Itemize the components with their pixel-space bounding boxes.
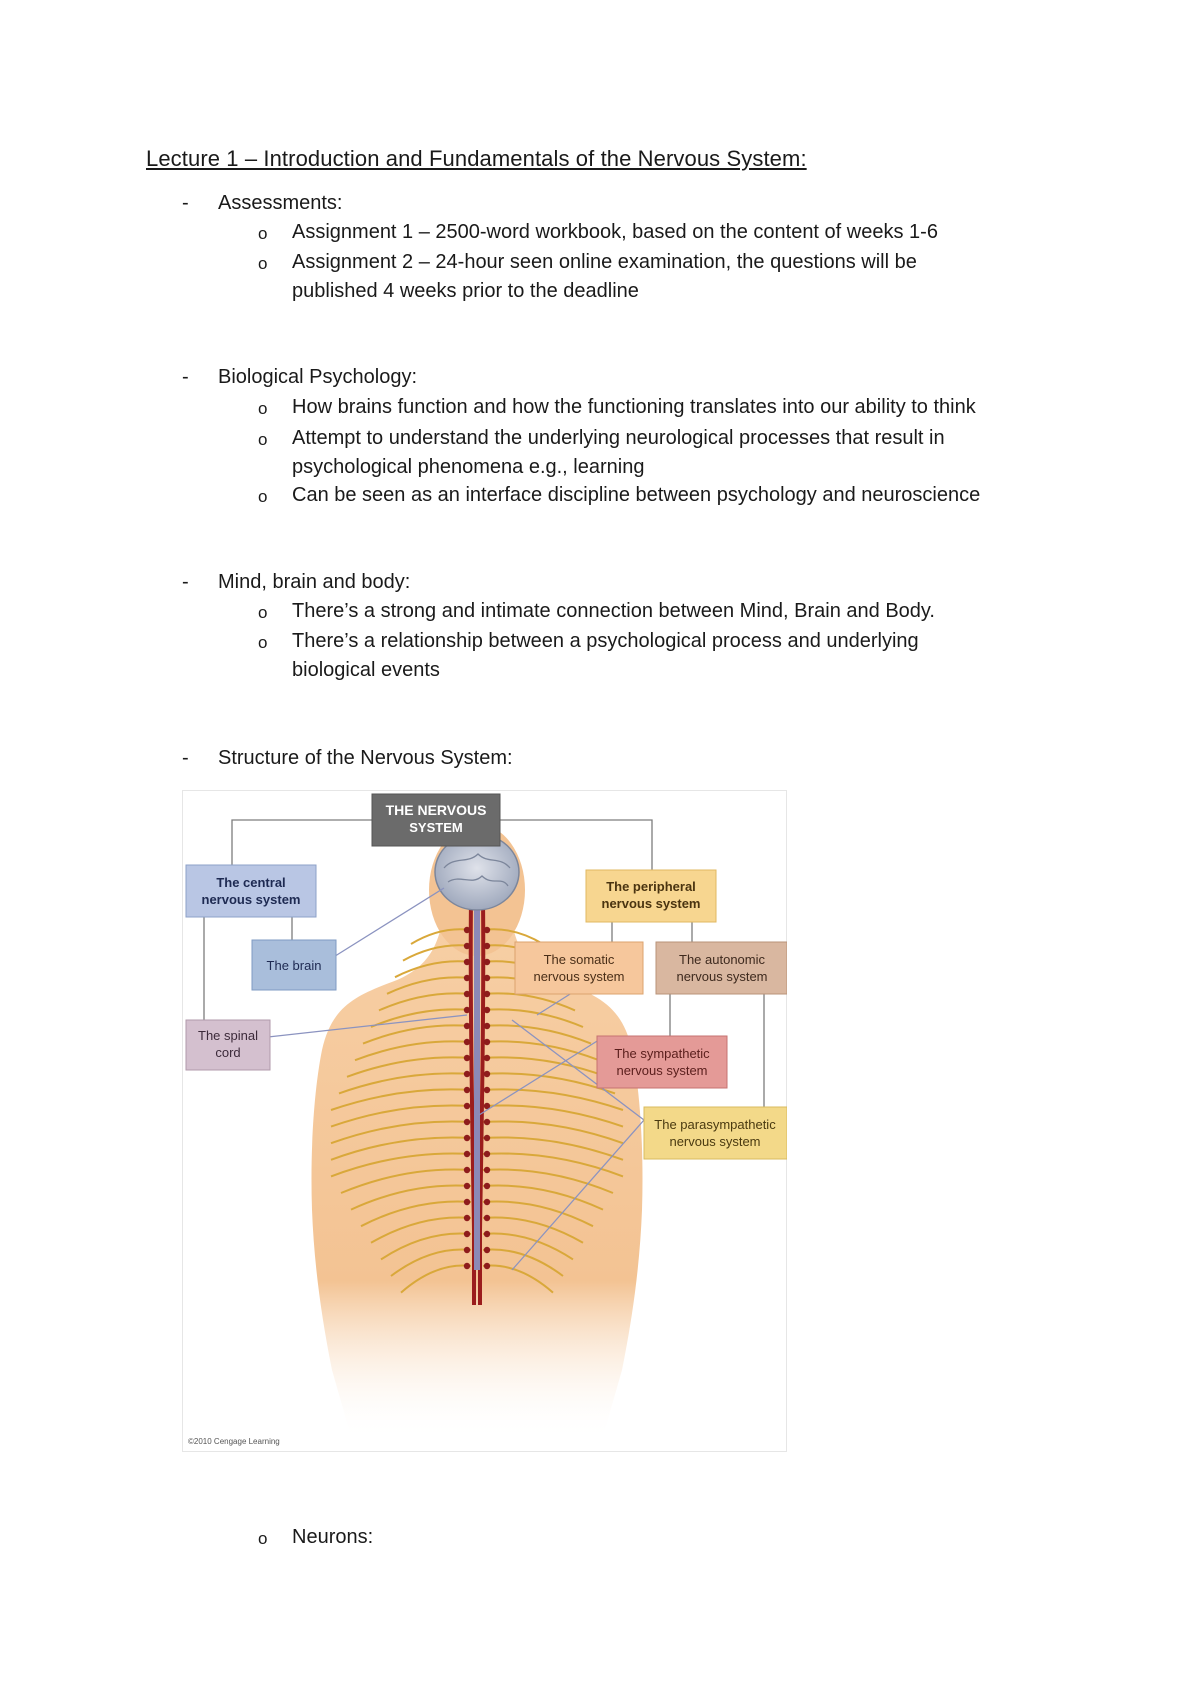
ganglion (464, 943, 470, 949)
ganglion (464, 1023, 470, 1029)
ganglion (464, 1119, 470, 1125)
ganglion (484, 991, 490, 997)
ganglion (464, 1103, 470, 1109)
cns-box (186, 865, 316, 917)
bullet-text: Attempt to understand the underlying neurological processes that result in (292, 427, 945, 449)
figure-credit: ©2010 Cengage Learning (188, 1437, 280, 1446)
spinal-label-1: The spinal (198, 1028, 258, 1043)
ganglion (464, 1151, 470, 1157)
section-heading: Assessments: (218, 192, 343, 214)
bullet-text: biological events (292, 659, 440, 681)
autonomic-box (656, 942, 787, 994)
bullet-text: Neurons: (292, 1526, 374, 1548)
ganglion (464, 991, 470, 997)
bullet-marker: o (258, 224, 268, 243)
ganglion (484, 975, 490, 981)
bullet-text: Assignment 2 – 24-hour seen online examination, the questions will be (292, 251, 917, 273)
dash-marker: - (182, 366, 189, 388)
page-title: Lecture 1 – Introduction and Fundamentals of the Nervous System: (146, 146, 807, 171)
ganglion (484, 1199, 490, 1205)
sympathetic-label-2: nervous system (616, 1063, 708, 1078)
ganglion (484, 959, 490, 965)
nervous-system-figure (182, 790, 787, 1452)
ganglion (464, 1007, 470, 1013)
ganglion (484, 1007, 490, 1013)
bullet-marker: o (258, 254, 268, 273)
parasympathetic-box (644, 1107, 787, 1159)
sympathetic-box (597, 1036, 727, 1088)
ganglion (484, 1119, 490, 1125)
dash-marker: - (182, 747, 189, 769)
ganglion (484, 1023, 490, 1029)
ganglion (464, 1199, 470, 1205)
ganglion (464, 927, 470, 933)
bullet-marker: o (258, 1529, 268, 1548)
bullet-marker: o (258, 399, 268, 418)
ganglion (484, 1071, 490, 1077)
ganglion (484, 1135, 490, 1141)
autonomic-label-2: nervous system (676, 969, 768, 984)
ganglion (484, 1215, 490, 1221)
somatic-label-2: nervous system (533, 969, 625, 984)
ganglion (464, 1183, 470, 1189)
ganglion (464, 1263, 470, 1269)
bullet-text: Assignment 1 – 2500-word workbook, based on the content of weeks 1-6 (292, 221, 938, 243)
ganglion (484, 1263, 490, 1269)
ganglion (484, 1087, 490, 1093)
autonomic-label-1: The autonomic (679, 952, 765, 967)
section-heading: Biological Psychology: (218, 366, 417, 388)
ganglion (464, 1135, 470, 1141)
ganglion (484, 1167, 490, 1173)
ganglion (464, 1055, 470, 1061)
pns-label-1: The peripheral (606, 879, 696, 894)
ganglion (464, 1215, 470, 1221)
bullet-marker: o (258, 430, 268, 449)
ganglion (484, 927, 490, 933)
bullet-marker: o (258, 603, 268, 622)
pns-label-2: nervous system (601, 896, 701, 911)
nervous-system-diagram (182, 790, 787, 1452)
ganglion (464, 1087, 470, 1093)
dash-marker: - (182, 192, 189, 214)
bullet-text: psychological phenomena e.g., learning (292, 456, 645, 478)
ganglion (464, 1231, 470, 1237)
section-heading: Mind, brain and body: (218, 571, 411, 593)
ganglion (484, 1231, 490, 1237)
parasympathetic-label-1: The parasympathetic (654, 1117, 776, 1132)
brain-label: The brain (266, 958, 322, 973)
bullet-marker: o (258, 487, 268, 506)
ganglion (464, 1071, 470, 1077)
ganglion (464, 1039, 470, 1045)
bullet-text: There’s a relationship between a psychological process and underlying (292, 630, 919, 652)
ganglion (484, 1151, 490, 1157)
ganglion (464, 975, 470, 981)
ganglion (464, 959, 470, 965)
ganglion (484, 1247, 490, 1253)
sympathetic-label-1: The sympathetic (614, 1046, 710, 1061)
bullet-text: published 4 weeks prior to the deadline (292, 280, 639, 302)
ganglion (484, 1183, 490, 1189)
spinal-label-2: cord (215, 1045, 241, 1060)
section-heading: Structure of the Nervous System: (218, 747, 513, 769)
root-label-2: SYSTEM (409, 820, 463, 835)
somatic-label-1: The somatic (543, 952, 615, 967)
ganglion (464, 1167, 470, 1173)
cns-label-1: The central (216, 875, 286, 890)
parasympathetic-label-2: nervous system (669, 1134, 761, 1149)
ganglion (464, 1247, 470, 1253)
bullet-marker: o (258, 633, 268, 652)
ganglion (484, 1039, 490, 1045)
ganglion (484, 1055, 490, 1061)
bullet-text: There’s a strong and intimate connection between Mind, Brain and Body. (292, 600, 935, 622)
dash-marker: - (182, 571, 189, 593)
bullet-text: How brains function and how the functioning translates into our ability to think (292, 396, 976, 418)
cns-label-2: nervous system (201, 892, 301, 907)
bullet-text: Can be seen as an interface discipline between psychology and neuroscience (292, 484, 981, 506)
somatic-box (515, 942, 643, 994)
root-label-1: THE NERVOUS (385, 802, 487, 818)
ganglion (484, 943, 490, 949)
